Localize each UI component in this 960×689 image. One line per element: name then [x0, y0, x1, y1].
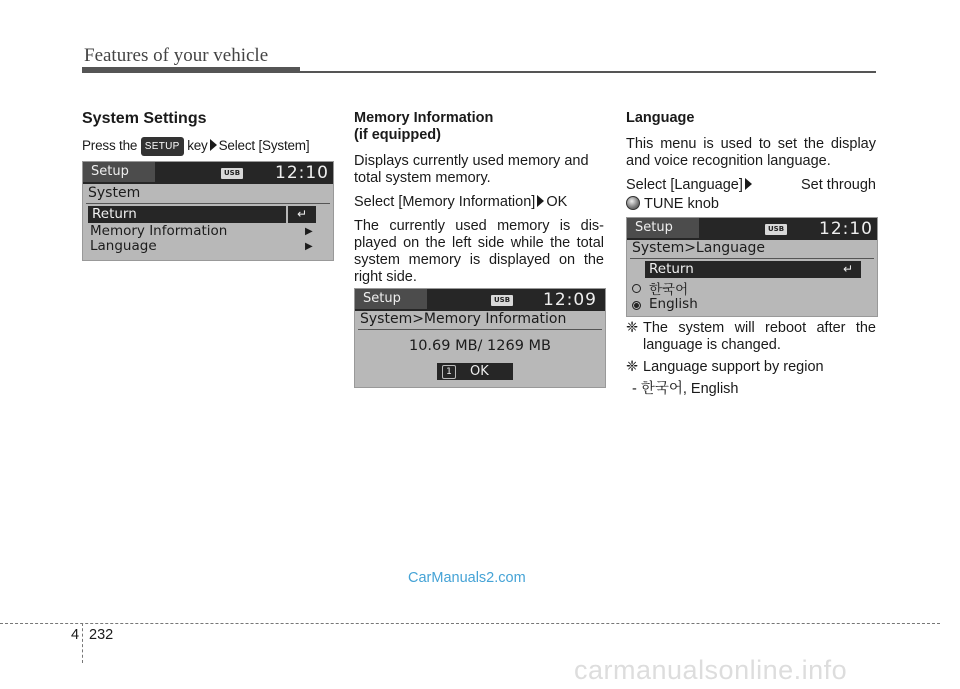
usb-badge: USB: [221, 168, 243, 179]
language-list: - 한국어, English: [632, 381, 739, 397]
footer-rule: [0, 623, 940, 624]
instruction-mid: key: [187, 138, 208, 153]
screen-clock: 12:10: [819, 219, 873, 239]
menu-item-return[interactable]: Return: [645, 261, 839, 278]
instruction-line: [626, 177, 876, 194]
page-number: 232: [89, 627, 114, 643]
note-item: [626, 320, 876, 354]
watermark-link[interactable]: CarManuals2.com: [408, 570, 526, 586]
instruction-prefix: Select [Memory Information]: [354, 194, 536, 210]
menu-item-memory-information[interactable]: Memory Information: [90, 223, 228, 239]
return-icon[interactable]: ↵: [835, 261, 861, 278]
description-paragraph: Displays currently used memory and total system memory.: [354, 153, 589, 186]
button-number-icon: 1: [442, 365, 456, 379]
screen-tab-setup: Setup: [355, 289, 427, 309]
header-accent-bar: [82, 67, 300, 73]
language-section: [626, 110, 876, 220]
screen-divider: [86, 203, 330, 204]
instruction-line: [354, 194, 604, 211]
memory-information-section: [354, 110, 604, 293]
description-paragraph: The currently used memory is dis- played on the left side while the total system memory is displayed on the right side.: [354, 218, 604, 285]
arrow-right-icon: [537, 195, 544, 207]
instruction-suffix: OK: [546, 194, 568, 210]
usb-badge: USB: [765, 224, 787, 235]
screen-clock: 12:09: [543, 290, 597, 310]
screen-divider: [630, 258, 874, 259]
knob-line: [626, 196, 876, 213]
instruction-line: [82, 137, 334, 156]
screen-tab-setup: Setup: [83, 162, 155, 182]
instruction-prefix: Press the: [82, 138, 138, 153]
language-screen: [626, 217, 878, 317]
memory-information-screen: [354, 288, 606, 388]
ok-button-label: OK: [470, 364, 489, 379]
arrow-right-icon: [745, 178, 752, 190]
chapter-number: 4: [71, 627, 80, 643]
page-header-title: Features of your vehicle: [84, 45, 269, 66]
header-rule: [300, 71, 876, 73]
footer-divider: [82, 623, 83, 663]
instruction-prefix: Select [Language]: [626, 177, 743, 193]
section-heading: System Settings: [82, 110, 207, 127]
language-option-korean[interactable]: 한국어: [649, 282, 689, 298]
chevron-right-icon: ▶: [305, 226, 313, 237]
instruction-suffix: Set through: [801, 177, 876, 193]
language-notes: [626, 320, 876, 405]
radio-english[interactable]: [632, 301, 641, 310]
system-settings-section: [82, 110, 334, 163]
section-heading: [354, 110, 604, 144]
chevron-right-icon: ▶: [305, 241, 313, 252]
screen-tab-setup: Setup: [627, 218, 699, 238]
language-option-english[interactable]: English: [649, 296, 698, 312]
system-menu-screen: [82, 161, 334, 261]
usb-badge: USB: [491, 295, 513, 306]
menu-item-language[interactable]: Language: [90, 238, 157, 254]
return-icon[interactable]: ↵: [288, 206, 316, 223]
setup-key-icon: SETUP: [141, 137, 184, 156]
brand-watermark: carmanualsonline.info: [574, 655, 848, 685]
screen-divider: [358, 329, 602, 330]
note-mark-icon: ❈: [626, 359, 639, 375]
memory-usage-value: 10.69 MB/ 1269 MB: [408, 338, 552, 354]
heading-line-2: (if equipped): [354, 127, 441, 143]
note-mark-icon: ❈: [626, 320, 639, 336]
instruction-suffix: Select [System]: [218, 138, 310, 153]
radio-korean[interactable]: [632, 284, 641, 293]
section-heading: Language: [626, 110, 695, 126]
screen-title: System: [88, 185, 141, 201]
note-item: [626, 359, 876, 376]
screen-clock: 12:10: [275, 163, 329, 183]
knob-label: TUNE knob: [644, 196, 719, 212]
screen-title: System>Memory Information: [360, 311, 567, 327]
note-text: The system will reboot after the language is changed.: [643, 320, 876, 353]
ok-button[interactable]: [437, 363, 513, 380]
tune-knob-icon: [626, 196, 640, 210]
arrow-right-icon: [210, 139, 217, 151]
note-text: Language support by region: [643, 359, 824, 375]
heading-line-1: Memory Information: [354, 110, 494, 126]
screen-title: System>Language: [632, 240, 766, 256]
description-paragraph: This menu is used to set the display and voice recognition language.: [626, 136, 876, 169]
menu-item-return[interactable]: Return: [88, 206, 286, 223]
